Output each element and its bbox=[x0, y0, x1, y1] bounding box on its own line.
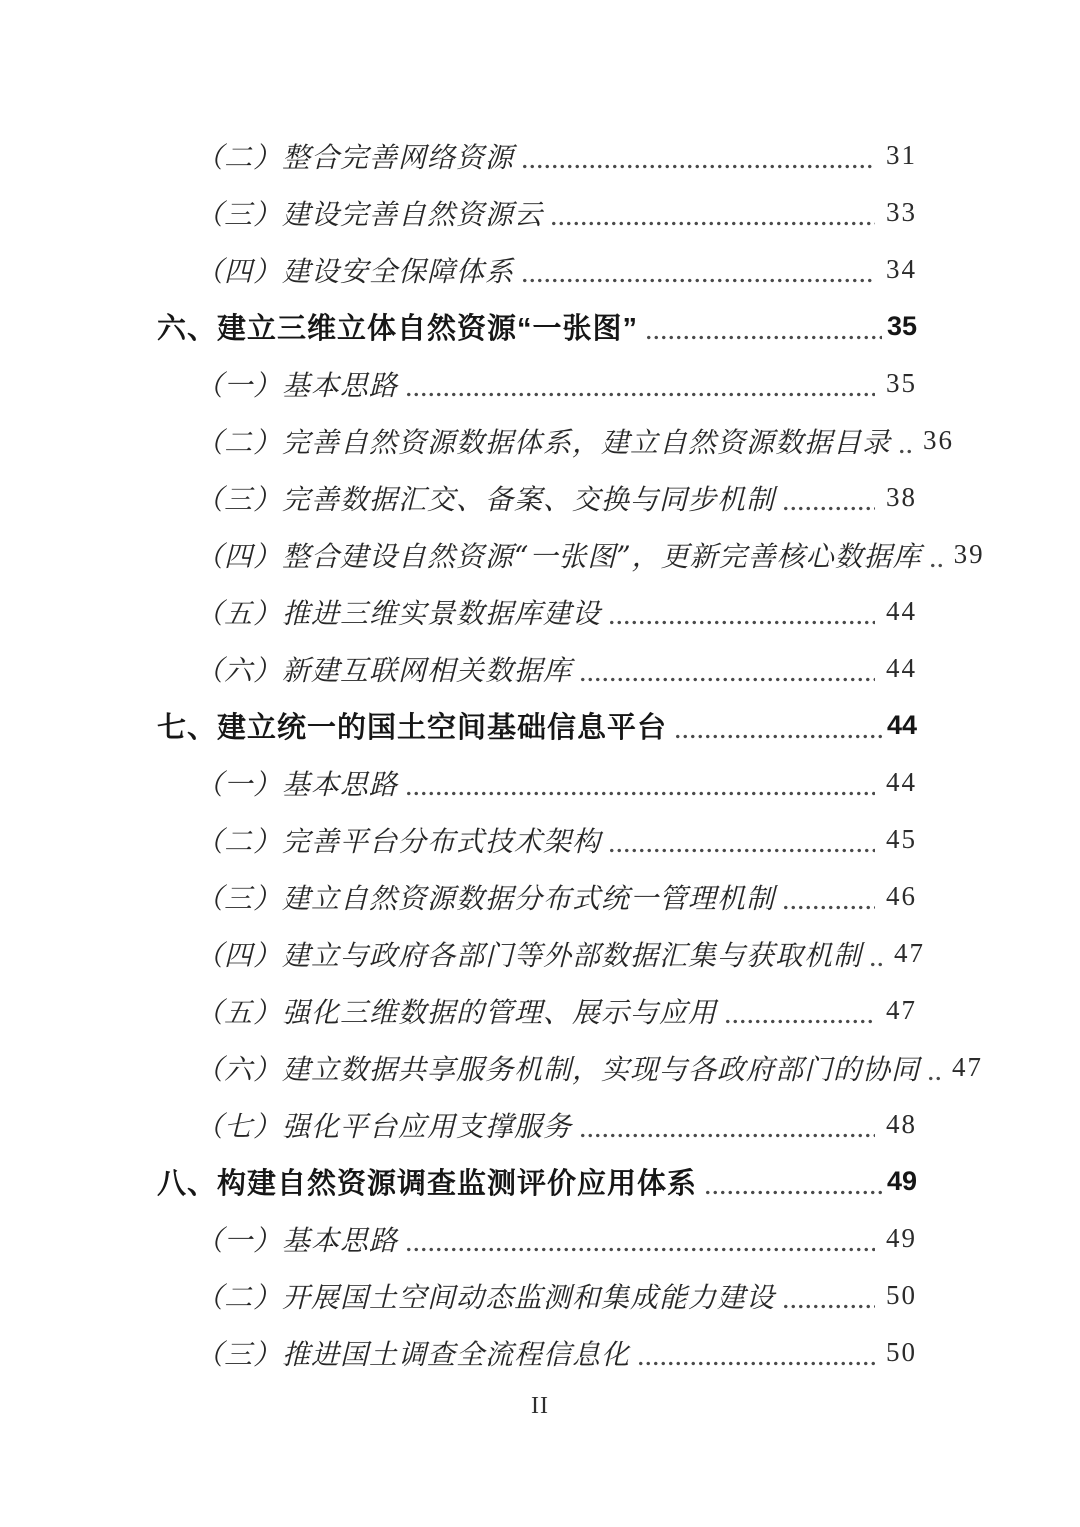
toc-entry bbox=[157, 469, 917, 526]
toc-entry bbox=[157, 355, 917, 412]
toc-entry-page-number: 31 bbox=[886, 140, 917, 170]
toc-entry bbox=[157, 697, 917, 754]
toc-entry-title: 八、构建自然资源调查监测评价应用体系 bbox=[157, 1168, 698, 1200]
toc-entry bbox=[157, 1267, 917, 1324]
toc-entry bbox=[157, 127, 917, 184]
toc-entry-title: （六）新建互联网相关数据库 bbox=[195, 653, 573, 687]
toc-entry-title: （七）强化平台应用支撑服务 bbox=[195, 1109, 573, 1143]
toc-entry-title: 六、建立三维立体自然资源“一张图” bbox=[157, 313, 639, 345]
toc-leader-dots bbox=[521, 164, 875, 169]
toc-leader-dots bbox=[521, 278, 875, 283]
toc-entry-title: （二）完善平台分布式技术架构 bbox=[195, 824, 602, 858]
toc-entry bbox=[157, 184, 917, 241]
toc-entry-page-number: 44 bbox=[886, 596, 917, 626]
toc-entry-title: （四）建立与政府各部门等外部数据汇集与获取机制 bbox=[195, 938, 863, 972]
toc-entry bbox=[157, 982, 917, 1039]
toc-leader-dots bbox=[405, 1247, 875, 1252]
toc-entry-title: （二）开展国土空间动态监测和集成能力建设 bbox=[195, 1280, 776, 1314]
toc-entry bbox=[157, 1153, 917, 1210]
toc-leader-dots bbox=[579, 1133, 875, 1138]
toc-entry-title: （二）完善自然资源数据体系，建立自然资源数据目录 bbox=[195, 425, 892, 459]
toc-entry bbox=[157, 1210, 917, 1267]
toc-entry-page-number: 35 bbox=[886, 368, 917, 398]
toc-entry-title: （六）建立数据共享服务机制，实现与各政府部门的协同 bbox=[195, 1052, 921, 1086]
toc-leader-dots bbox=[782, 506, 875, 511]
toc-leader-dots bbox=[898, 449, 912, 454]
toc-entry-title: （四）整合建设自然资源“一张图”，更新完善核心数据库 bbox=[195, 539, 922, 573]
toc-entry bbox=[157, 298, 917, 355]
toc-entry-title: （五）强化三维数据的管理、展示与应用 bbox=[195, 995, 718, 1029]
toc-leader-dots bbox=[724, 1019, 875, 1024]
toc-entry-title: （四）建设安全保障体系 bbox=[195, 254, 515, 288]
toc-leader-dots bbox=[608, 620, 875, 625]
toc-entry bbox=[157, 640, 917, 697]
toc-entry-page-number: 48 bbox=[886, 1109, 917, 1139]
toc-entry-page-number: 47 bbox=[894, 938, 926, 968]
toc-entry-page-number: 39 bbox=[953, 539, 985, 569]
toc-entry bbox=[157, 925, 926, 982]
toc-entry bbox=[157, 1039, 984, 1096]
toc-entry-title: （一）基本思路 bbox=[195, 368, 399, 402]
toc-leader-dots bbox=[929, 563, 943, 568]
toc-entry-page-number: 46 bbox=[886, 881, 917, 911]
toc-entry-page-number: 36 bbox=[923, 425, 955, 455]
toc-entry-page-number: 50 bbox=[886, 1337, 917, 1367]
toc-leader-dots bbox=[927, 1076, 941, 1081]
toc-leader-dots bbox=[782, 1304, 875, 1309]
toc-entry bbox=[157, 583, 917, 640]
toc-entry-page-number: 44 bbox=[886, 710, 917, 740]
toc-leader-dots bbox=[645, 335, 882, 340]
toc-entry-page-number: 47 bbox=[952, 1052, 984, 1082]
toc-entry-title: （三）建立自然资源数据分布式统一管理机制 bbox=[195, 881, 776, 915]
toc-entry bbox=[157, 868, 917, 925]
toc-leader-dots bbox=[674, 734, 882, 739]
toc-entry-page-number: 45 bbox=[886, 824, 917, 854]
toc-entry bbox=[157, 241, 917, 298]
toc-leader-dots bbox=[405, 392, 875, 397]
toc-entry-page-number: 35 bbox=[886, 311, 917, 341]
toc-leader-dots bbox=[637, 1361, 875, 1366]
toc-entry-page-number: 38 bbox=[886, 482, 917, 512]
toc-entry-page-number: 49 bbox=[886, 1166, 917, 1196]
page-number-footer: II bbox=[531, 1393, 549, 1419]
toc-entry-title: 七、建立统一的国土空间基础信息平台 bbox=[157, 712, 668, 744]
toc-entry-page-number: 47 bbox=[886, 995, 917, 1025]
toc-leader-dots bbox=[869, 962, 883, 967]
toc-entry-title: （三）建设完善自然资源云 bbox=[195, 197, 544, 231]
toc-entry bbox=[157, 811, 917, 868]
toc-entry-title: （三）推进国土调查全流程信息化 bbox=[195, 1337, 631, 1371]
toc-entry-title: （三）完善数据汇交、备案、交换与同步机制 bbox=[195, 482, 776, 516]
toc-entry-page-number: 34 bbox=[886, 254, 917, 284]
toc-entry bbox=[157, 754, 917, 811]
toc-list bbox=[157, 127, 985, 1381]
toc-leader-dots bbox=[608, 848, 875, 853]
toc-leader-dots bbox=[579, 677, 875, 682]
toc-leader-dots bbox=[550, 221, 875, 226]
toc-leader-dots bbox=[704, 1190, 882, 1195]
toc-entry-title: （五）推进三维实景数据库建设 bbox=[195, 596, 602, 630]
toc-entry bbox=[157, 1324, 917, 1381]
toc-entry-page-number: 44 bbox=[886, 653, 917, 683]
toc-entry-page-number: 44 bbox=[886, 767, 917, 797]
toc-entry-page-number: 50 bbox=[886, 1280, 917, 1310]
toc-entry bbox=[157, 412, 955, 469]
toc-entry-title: （一）基本思路 bbox=[195, 1223, 399, 1257]
toc-entry bbox=[157, 1096, 917, 1153]
toc-entry-page-number: 33 bbox=[886, 197, 917, 227]
toc-leader-dots bbox=[405, 791, 875, 796]
toc-entry-title: （一）基本思路 bbox=[195, 767, 399, 801]
toc-leader-dots bbox=[782, 905, 875, 910]
toc-entry-title: （二）整合完善网络资源 bbox=[195, 140, 515, 174]
toc-entry bbox=[157, 526, 985, 583]
toc-entry-page-number: 49 bbox=[886, 1223, 917, 1253]
